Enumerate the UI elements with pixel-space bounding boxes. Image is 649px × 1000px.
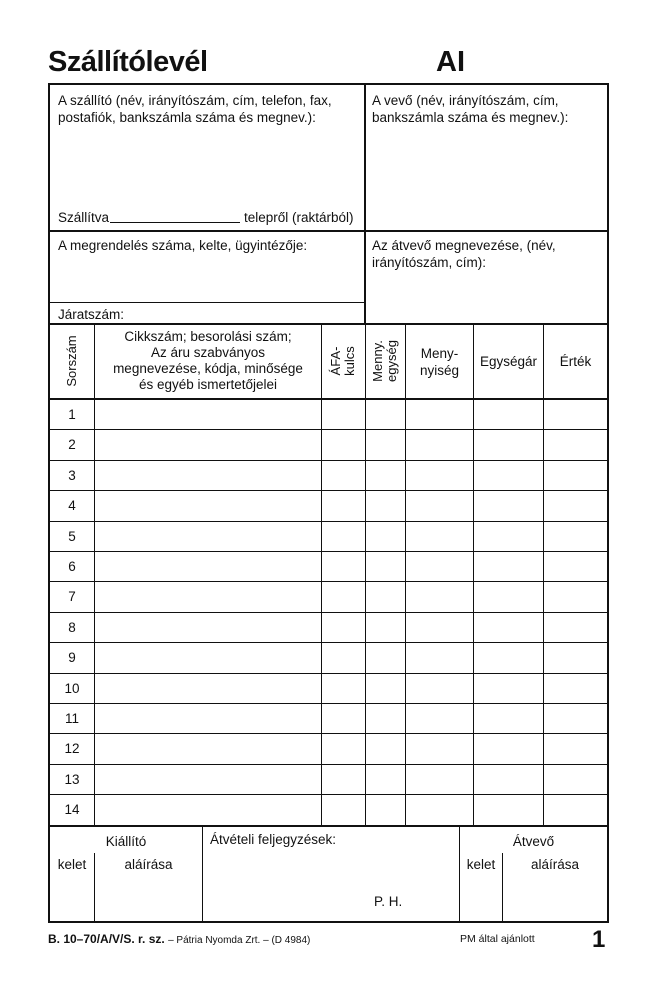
col-header-afa-line: ÁFA- xyxy=(328,346,343,376)
col-header-quantity-line: Meny- xyxy=(420,346,459,361)
row-number: 6 xyxy=(68,559,76,574)
vehicle-number-label: Járatszám: xyxy=(58,307,125,322)
table-row[interactable] xyxy=(50,552,607,582)
row-number: 1 xyxy=(68,407,76,422)
row-number: 9 xyxy=(68,650,76,666)
col-header-item-line: Az áru szabványos xyxy=(150,345,266,360)
buyer-label: A vevő (név, irányítószám, cím, bankszámla száma és megnev.): xyxy=(372,93,569,125)
order-label: A megrendelés száma, kelte, ügyintézője: xyxy=(58,238,308,253)
table-row[interactable] xyxy=(50,582,607,612)
issuer-date-label: kelet xyxy=(57,857,87,872)
col-header-unit xyxy=(371,340,399,382)
column-line xyxy=(202,825,203,921)
page-number: 1 xyxy=(592,926,606,953)
table-row[interactable] xyxy=(50,522,607,552)
document-title: Szállítólevél xyxy=(48,46,208,78)
col-header-sorszam: Sorszám xyxy=(64,335,79,387)
row-number: 4 xyxy=(68,498,76,514)
table-row[interactable] xyxy=(50,734,607,764)
table-row[interactable] xyxy=(50,795,607,825)
col-header-quantity xyxy=(406,345,473,379)
col-header-item-line: Cikkszám; besorolási szám; xyxy=(124,329,292,344)
document-code: AI xyxy=(436,46,465,78)
delivery-note-form xyxy=(48,83,609,923)
col-header-unit-line: egység xyxy=(384,340,399,382)
row-number: 11 xyxy=(64,711,79,726)
col-header-afa xyxy=(329,346,357,376)
divider xyxy=(364,85,366,325)
signature-divider xyxy=(50,825,607,827)
row-number: 14 xyxy=(64,802,80,818)
publisher: – Pátria Nyomda Zrt. – (D 4984) xyxy=(168,935,311,946)
stamp-label: P. H. xyxy=(374,894,403,909)
table-row[interactable] xyxy=(50,613,607,643)
notes-label: Átvételi feljegyzések: xyxy=(210,832,337,847)
col-header-item-line: és egyéb ismertetőjelei xyxy=(138,377,278,392)
divider xyxy=(50,302,364,303)
receiver-date-label: kelet xyxy=(466,857,496,872)
table-row[interactable] xyxy=(50,491,607,521)
col-header-quantity-line: nyiség xyxy=(419,363,460,378)
divider xyxy=(50,230,607,232)
receiver-label: Az átvevő megnevezése, (név, irányítószám, cím): xyxy=(372,238,556,270)
shipped-location-field[interactable] xyxy=(110,222,240,223)
row-number: 8 xyxy=(68,619,76,635)
issuer-title: Kiállító xyxy=(105,834,147,849)
table-row[interactable] xyxy=(50,765,607,795)
col-header-unit-line: Menny. xyxy=(370,340,385,382)
col-header-afa-line: kulcs xyxy=(342,346,357,376)
supplier-label: A szállító (név, irányítószám, cím, telefon, fax, postafiók, bankszámla száma és megnev.): xyxy=(58,93,332,125)
col-header-value: Érték xyxy=(559,354,592,369)
row-number: 3 xyxy=(68,467,76,483)
col-header-item-line: megnevezése, kódja, minősége xyxy=(113,361,303,376)
footer-left xyxy=(48,932,310,946)
col-header-item xyxy=(96,329,320,393)
row-number: 13 xyxy=(64,771,80,787)
row-number: 7 xyxy=(68,589,76,605)
table-row[interactable] xyxy=(50,704,607,734)
table-row[interactable] xyxy=(50,461,607,491)
table-row[interactable] xyxy=(50,643,607,673)
receiver-signature-label: aláírása xyxy=(530,857,580,872)
shipped-suffix: telepről (raktárból) xyxy=(244,210,354,225)
divider xyxy=(50,323,607,325)
row-number: 12 xyxy=(64,741,80,757)
shipped-prefix: Szállítva xyxy=(58,210,110,225)
receiver-sign-title: Átvevő xyxy=(512,834,555,849)
row-number: 5 xyxy=(68,528,76,544)
table-row[interactable] xyxy=(50,400,607,430)
table-row[interactable] xyxy=(50,430,607,460)
table-row[interactable] xyxy=(50,674,607,704)
row-number: 10 xyxy=(64,680,80,696)
issuer-signature-label: aláírása xyxy=(124,857,173,872)
row-number: 2 xyxy=(68,437,76,453)
col-header-unit-price: Egységár xyxy=(479,354,538,369)
form-code: B. 10–70/A/V/S. r. sz. xyxy=(48,932,165,946)
recommended-note: PM által ajánlott xyxy=(460,933,535,945)
